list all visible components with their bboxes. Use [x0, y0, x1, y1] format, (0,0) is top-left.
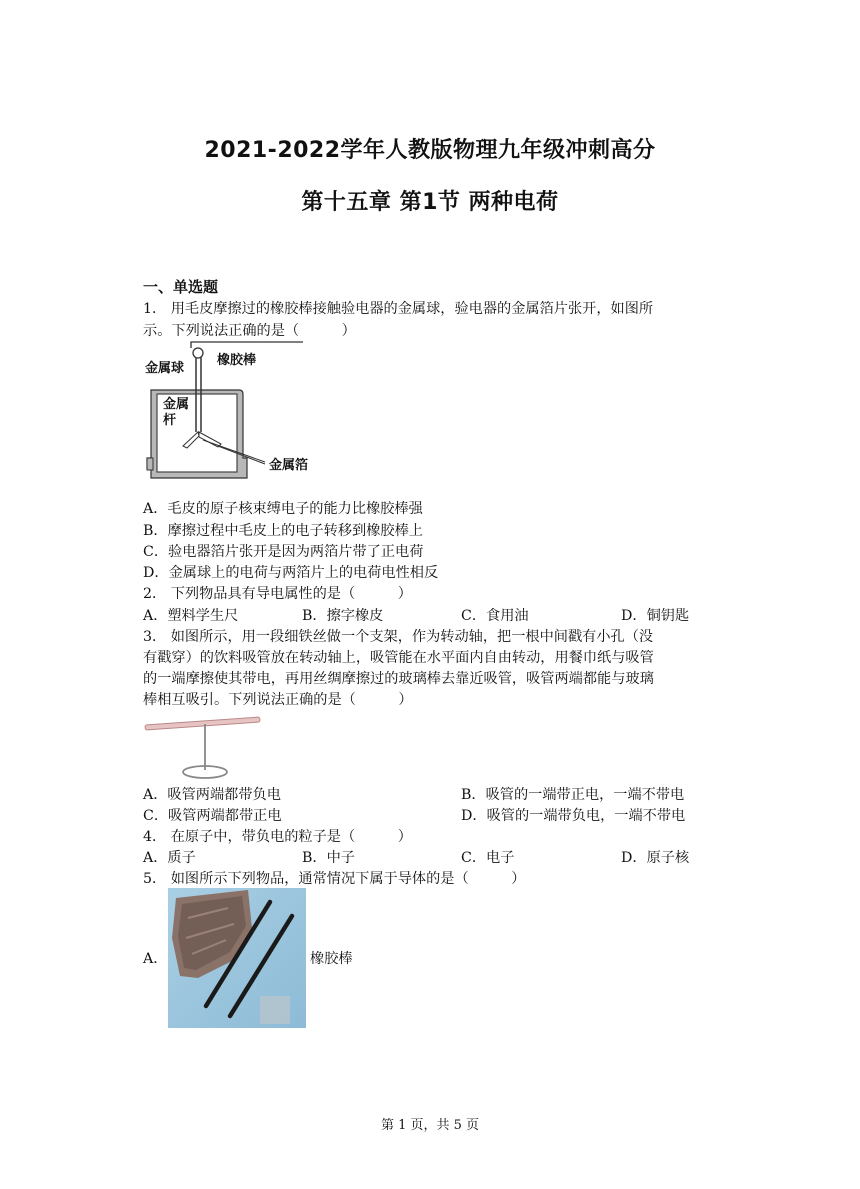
q3-stem-line3: 的一端摩擦使其带电，再用丝绸摩擦过的玻璃棒去靠近吸管，吸管两端都能与玻璃	[143, 671, 654, 687]
document-title: 2021-2022学年人教版物理九年级冲刺高分	[204, 138, 656, 163]
q1-stem-line2: 示。下列说法正确的是（ ）	[143, 323, 356, 339]
q3-option-d: D．吸管的一端带负电，一端不带电	[461, 808, 686, 824]
rubber-rod-photo	[168, 888, 306, 1028]
q3-stem-line1: 3． 如图所示，用一段细铁丝做一个支架，作为转动轴，把一根中间戳有小孔（没	[143, 629, 654, 645]
q1-option-a: A．毛皮的原子核束缚电子的能力比橡胶棒强	[143, 501, 423, 517]
q2-option-d: D．铜钥匙	[621, 608, 690, 624]
metal-ball-label: 金属球	[145, 361, 185, 376]
q1-option-c: C．验电器箔片张开是因为两箔片带了正电荷	[143, 544, 424, 560]
q2-option-c: C．食用油	[461, 608, 529, 624]
q5-option-a-letter: A．	[143, 951, 168, 967]
straw-on-stand-drawing	[143, 712, 263, 782]
q2-option-b: B．擦字橡皮	[302, 608, 384, 624]
chapter-subtitle: 第十五章 第1节 两种电荷	[301, 190, 559, 215]
q1-stem-line1: 1． 用毛皮摩擦过的橡胶棒接触验电器的金属球，验电器的金属箔片张开，如图所	[143, 301, 654, 317]
q3-stem-line2: 有戳穿）的饮料吸管放在转动轴上，吸管能在水平面内自由转动，用餐巾纸与吸管	[143, 650, 654, 666]
rubber-rod-label: 橡胶棒	[217, 353, 257, 368]
q5-stem: 5． 如图所示下列物品，通常情况下属于导体的是（ ）	[143, 871, 526, 887]
q3-stem-line4: 棒相互吸引。下列说法正确的是（ ）	[143, 692, 413, 708]
q1-option-b: B．摩擦过程中毛皮上的电子转移到橡胶棒上	[143, 523, 423, 539]
q2-stem: 2． 下列物品具有导电属性的是（ ）	[143, 586, 412, 602]
q2-option-a: A．塑料学生尺	[143, 608, 239, 624]
metal-rod-label-1: 金属	[163, 397, 190, 412]
q3-option-c: C．吸管两端都带正电	[143, 808, 282, 824]
q4-option-a: A．质子	[143, 850, 196, 866]
electroscope-figure	[143, 340, 323, 500]
fur-and-rubber-rods-image	[168, 888, 306, 1028]
metal-foil-label: 金属箔	[269, 458, 309, 473]
straw-figure	[143, 712, 263, 782]
q5-option-a-text: 橡胶棒	[310, 951, 353, 967]
section-heading: 一、单选题	[143, 278, 219, 296]
metal-rod-label-2: 杆	[163, 413, 177, 428]
q4-option-c: C．电子	[461, 850, 515, 866]
page-footer: 第 1 页，共 5 页	[380, 1118, 480, 1133]
q4-option-d: D．原子核	[621, 850, 690, 866]
q4-option-b: B．中子	[302, 850, 355, 866]
q3-option-a: A．吸管两端都带负电	[143, 787, 281, 803]
q1-option-d: D．金属球上的电荷与两箔片上的电荷电性相反	[143, 565, 439, 581]
q4-stem: 4． 在原子中，带负电的粒子是（ ）	[143, 829, 412, 845]
q3-option-b: B．吸管的一端带正电，一端不带电	[461, 787, 685, 803]
